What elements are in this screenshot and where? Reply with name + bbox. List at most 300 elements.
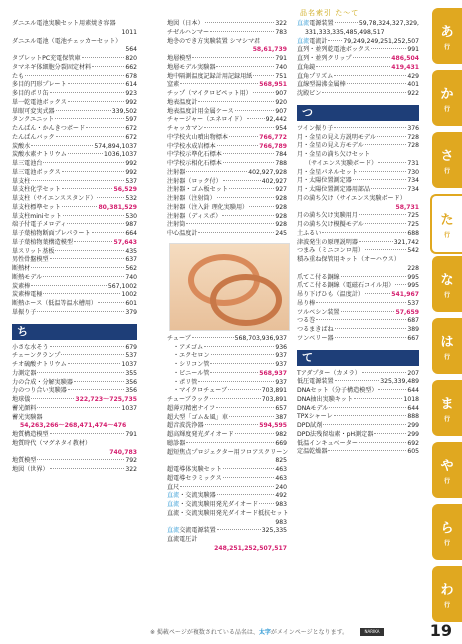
- entry-name: 地質構造模型: [12, 431, 49, 438]
- entry-pages: 662: [125, 63, 137, 71]
- index-entry: [297, 38, 419, 47]
- index-entry: [297, 195, 419, 204]
- index-entry: [167, 379, 287, 388]
- entry-name: チオ硫酸ナトリウム: [12, 361, 67, 368]
- index-column-2: [167, 20, 287, 554]
- index-entry: [167, 151, 287, 160]
- kana-tab-letter: さ: [440, 149, 454, 164]
- entry-pages: 728: [407, 142, 419, 150]
- leader-dots: [68, 101, 125, 102]
- index-entry: [12, 239, 137, 248]
- entry-name: DNAモデル: [297, 404, 329, 412]
- leader-dots: [210, 31, 274, 32]
- leader-dots: [43, 276, 124, 277]
- index-entry: [167, 466, 287, 475]
- index-entry: [297, 212, 419, 221]
- entry-pages: 321,742: [393, 238, 419, 246]
- entry-pages: 937: [275, 378, 287, 386]
- leader-dots: [217, 494, 275, 495]
- entry-name: 中学校示準化石標本: [167, 151, 222, 159]
- entry-name: チェーンクランプ: [12, 352, 61, 360]
- index-entry: [12, 379, 137, 388]
- entry-pages: 601: [125, 300, 137, 307]
- index-entry: [297, 134, 419, 143]
- leader-dots: [216, 407, 274, 408]
- index-entry: [12, 90, 137, 99]
- leader-dots: [210, 372, 258, 373]
- leader-dots: [334, 127, 406, 128]
- entry-pages: 672: [125, 133, 137, 141]
- footer-note: [150, 627, 348, 636]
- kana-tab[interactable]: [432, 504, 462, 560]
- leader-dots: [222, 215, 274, 216]
- kana-tab[interactable]: [432, 566, 462, 622]
- leader-dots: [68, 153, 103, 154]
- entry-name: 多目的ポリ缶: [12, 90, 49, 97]
- kana-tab[interactable]: [432, 256, 462, 312]
- kana-tab-suffix: 行: [443, 540, 450, 547]
- entry-pages: 1002: [121, 291, 137, 299]
- index-entry: [12, 125, 137, 134]
- entry-pages: 541,967: [391, 291, 419, 298]
- leader-dots: [97, 197, 124, 198]
- entry-pages: 574,894,1037: [94, 142, 137, 150]
- entry-pages: 419,431: [391, 63, 419, 71]
- entry-pages: 402,927,928: [248, 168, 287, 176]
- index-entry: [297, 256, 419, 265]
- entry-name: 直流・交流実験用発光ダイオード: [167, 501, 259, 508]
- kana-tab-suffix: 行: [443, 168, 450, 175]
- entry-name: 注射器（注入針 理化実験用）: [167, 203, 249, 211]
- index-entry: [12, 160, 137, 169]
- entry-name: タンクユニット: [12, 116, 55, 124]
- index-entry: [167, 335, 287, 344]
- entry-name: たも: [12, 72, 25, 80]
- index-entry: [12, 46, 137, 55]
- index-entry: [167, 125, 287, 134]
- index-entry: [167, 20, 287, 29]
- leader-dots: [365, 144, 407, 145]
- leader-dots: [228, 389, 261, 390]
- leader-dots: [359, 442, 406, 443]
- entry-name: 月・金星の見え方モデル: [297, 142, 364, 150]
- entry-pages: 995: [407, 282, 419, 290]
- entry-pages: 669: [275, 439, 287, 447]
- entry-name: 単一乾電池ボックス: [12, 98, 67, 106]
- footer-note-text-1: ※ 掲載ページが複数されている品名は、: [150, 629, 259, 636]
- entry-pages: 825: [275, 457, 287, 465]
- entry-pages: 463: [275, 474, 287, 482]
- leader-dots: [395, 284, 406, 285]
- index-entry: [167, 46, 287, 55]
- index-entry: [12, 274, 137, 283]
- index-entry: [167, 422, 287, 431]
- entry-pages: 322: [125, 466, 137, 473]
- entry-name: 爪てこ付る銅線（電磁石コイル用）: [297, 282, 395, 290]
- entry-name: チューブラック: [167, 396, 210, 403]
- entry-name: 単三電池ボックス: [12, 168, 61, 176]
- leader-dots: [323, 424, 406, 425]
- index-entry: [12, 29, 137, 38]
- leader-dots: [55, 250, 124, 251]
- index-entry: [12, 221, 137, 230]
- index-entry: [167, 440, 287, 449]
- leader-dots: [31, 285, 107, 286]
- section-header-chi: ち: [12, 324, 137, 340]
- section-header-tsu: つ: [297, 105, 419, 121]
- leader-dots: [205, 424, 259, 425]
- index-entry: [167, 484, 287, 493]
- leader-dots: [335, 328, 407, 329]
- entry-name: 吊り下げひも（温度計）: [297, 291, 365, 298]
- leader-dots: [253, 92, 275, 93]
- leader-dots: [249, 206, 274, 207]
- index-entry: [167, 230, 287, 239]
- entry-pages: 928: [275, 221, 287, 229]
- entry-name: タブレットPC充電保管庫: [12, 55, 81, 62]
- entry-name: 超電導体実験セット: [167, 466, 222, 473]
- entry-pages: 1037: [121, 404, 137, 412]
- entry-pages: 614: [125, 81, 137, 89]
- entry-name: 蓄光実験器: [12, 413, 43, 421]
- entry-pages: 992: [125, 98, 137, 106]
- index-entry: [167, 449, 287, 458]
- entry-pages: 537: [125, 352, 137, 360]
- entry-pages: 325,335: [261, 527, 287, 535]
- leader-dots: [56, 136, 125, 137]
- index-entry: [12, 204, 137, 213]
- entry-pages: 791: [125, 431, 137, 438]
- entry-pages: 791: [275, 55, 287, 62]
- index-entry: [12, 440, 137, 449]
- leader-dots: [67, 223, 124, 224]
- leader-dots: [235, 110, 275, 111]
- index-entry: [297, 274, 419, 283]
- entry-name: チューブ: [167, 334, 191, 342]
- entry-pages: 766,772: [259, 133, 287, 141]
- index-entry: [167, 536, 287, 545]
- entry-pages: 672: [125, 125, 137, 132]
- leader-dots: [50, 468, 125, 469]
- entry-name: 単支柱標準セット: [12, 203, 61, 211]
- index-entry: [297, 160, 419, 169]
- leader-dots: [378, 162, 406, 163]
- entry-pages: 678: [125, 72, 137, 80]
- index-entry: [12, 213, 137, 222]
- footer-note-bold: 太字: [258, 629, 271, 636]
- index-entry: [167, 475, 287, 484]
- entry-pages: 725: [407, 212, 419, 220]
- brand-logo: NARIKA: [360, 628, 384, 636]
- index-entry: [297, 309, 419, 318]
- entry-pages: 991: [407, 46, 419, 54]
- index-entry: [167, 344, 287, 353]
- entry-name: 直列・並列乾電池ボックス: [297, 46, 371, 54]
- entry-name: 中学校火山噴出物標本: [167, 133, 228, 141]
- leader-dots: [37, 372, 124, 373]
- leader-dots: [354, 398, 403, 399]
- leader-dots: [31, 145, 93, 146]
- leader-dots: [316, 66, 390, 67]
- leader-dots: [365, 249, 406, 250]
- entry-name: 注射器（注射筒）: [167, 195, 216, 202]
- leader-dots: [359, 214, 406, 215]
- entry-pages: 734: [407, 177, 419, 185]
- entry-pages: 492: [275, 492, 287, 500]
- entry-name: 直線型湯沸金属棒: [297, 81, 346, 89]
- index-entry: [297, 405, 419, 414]
- leader-dots: [210, 363, 274, 364]
- index-entry: [167, 213, 287, 222]
- index-entry: [167, 134, 287, 143]
- entry-pages: 356: [125, 387, 137, 395]
- index-entry: [167, 29, 287, 38]
- entry-name: 月・金星パネルセット: [297, 168, 358, 176]
- entry-name: 月の満ち欠け実験用月: [297, 212, 358, 220]
- entry-name: 男性骨盤模型: [12, 256, 49, 264]
- index-entry: [167, 501, 287, 510]
- entry-name: 津波発生の原理説明器: [297, 238, 358, 246]
- leader-dots: [322, 232, 406, 233]
- entry-pages: 983: [275, 518, 287, 526]
- leader-dots: [61, 354, 124, 355]
- index-entry: [167, 186, 287, 195]
- entry-pages: 664: [125, 230, 137, 237]
- leader-dots: [198, 232, 274, 233]
- index-entry: [297, 125, 419, 134]
- entry-name: ツンベリー器: [297, 334, 334, 342]
- entry-name: チャッカマン: [167, 125, 204, 132]
- entry-name: 直流・交流実験器: [167, 492, 216, 500]
- entry-pages: 429: [407, 72, 419, 80]
- index-entry: [167, 90, 287, 99]
- kana-tab-letter: ら: [440, 521, 454, 536]
- entry-pages: 740,783: [109, 448, 137, 456]
- leader-dots: [328, 40, 342, 41]
- leader-dots: [217, 529, 261, 530]
- index-entry: [297, 448, 419, 457]
- entry-pages: 240: [275, 483, 287, 491]
- index-entry: [297, 239, 419, 248]
- leader-dots: [186, 171, 247, 172]
- entry-name: 月の満ち欠け模擬モデル: [297, 221, 364, 228]
- entry-name: 中心温度計: [167, 230, 198, 237]
- entry-pages: 784: [275, 151, 287, 159]
- entry-pages: 562: [125, 265, 137, 272]
- entry-name: つる巻: [297, 317, 316, 325]
- entry-name: 単スリット基板: [12, 247, 55, 255]
- leader-dots: [316, 319, 406, 320]
- entry-pages: 597: [125, 116, 137, 124]
- leader-dots: [186, 442, 274, 443]
- entry-name: 小さな水そう: [12, 343, 49, 351]
- entry-pages: 982: [275, 431, 287, 438]
- leader-dots: [223, 180, 261, 181]
- entry-name: 直角プリズム: [297, 72, 334, 80]
- kana-tab[interactable]: [432, 318, 462, 374]
- leader-dots: [82, 57, 125, 58]
- leader-dots: [229, 188, 274, 189]
- kana-tab[interactable]: [430, 194, 462, 254]
- entry-pages: 928: [275, 212, 287, 220]
- entry-pages: 1036,1037: [104, 151, 137, 159]
- entry-name: 月の満ち欠け（サイエンス実験ボード）: [297, 194, 406, 202]
- kana-tab[interactable]: [432, 132, 462, 188]
- entry-name: 単子葉植物葉構造模型: [12, 238, 73, 246]
- leader-dots: [341, 311, 395, 312]
- entry-pages: 59,78,324,327,329,: [358, 20, 419, 27]
- index-entry: [167, 99, 287, 108]
- entry-name: 端子付電子メロディ: [12, 221, 67, 229]
- entry-pages: 92,442: [265, 116, 287, 124]
- index-entry: [12, 151, 137, 160]
- entry-name: 窒素: [167, 81, 180, 89]
- entry-pages: 339,502: [111, 107, 137, 115]
- index-entry: [167, 38, 287, 47]
- kana-tab-suffix: 行: [443, 292, 450, 299]
- entry-pages: 820: [125, 55, 137, 62]
- index-entry: [297, 387, 419, 396]
- entry-name: 直流電圧計: [167, 536, 198, 543]
- entry-pages: 788: [275, 160, 287, 167]
- entry-pages: 542: [407, 247, 419, 255]
- entry-name: 地層モデル実験器: [167, 63, 216, 71]
- index-entry: [12, 431, 137, 440]
- leader-dots: [259, 503, 274, 504]
- leader-dots: [253, 75, 274, 76]
- entry-pages: 995: [407, 273, 419, 281]
- index-entry: [297, 396, 419, 405]
- index-entry: [297, 413, 419, 422]
- index-entry: [12, 396, 137, 405]
- entry-name: 超薄刃精密ナイフ: [167, 404, 216, 412]
- index-column-3: [297, 20, 419, 457]
- index-entry: [297, 73, 419, 82]
- entry-pages: 387: [275, 413, 287, 421]
- index-entry: [297, 169, 419, 178]
- entry-pages: 983: [275, 501, 287, 508]
- entry-name: ツイン振り子: [297, 124, 334, 132]
- index-entry: [167, 510, 287, 519]
- entry-name: 地図（世界）: [12, 466, 49, 473]
- entry-pages: 734: [407, 186, 419, 193]
- entry-name: ツルベシン装置: [297, 308, 340, 316]
- entry-pages: 463: [275, 466, 287, 473]
- entry-pages: 679: [125, 343, 137, 351]
- entry-pages: 530: [125, 212, 137, 220]
- kana-tab-letter: や: [440, 459, 454, 474]
- entry-name: 力の合成・分解実験器: [12, 378, 73, 386]
- entry-name: 直流電流計: [297, 37, 328, 45]
- entry-pages: 1037: [121, 361, 137, 368]
- entry-pages: 594,595: [259, 422, 287, 430]
- entry-name: 断熱モデル: [12, 273, 43, 281]
- entry-pages: 379: [125, 308, 137, 316]
- leader-dots: [56, 110, 111, 111]
- leader-dots: [98, 302, 124, 303]
- index-entry: [12, 248, 137, 257]
- index-entry: [167, 116, 287, 125]
- index-entry: [297, 230, 419, 239]
- entry-pages: 644: [407, 404, 419, 412]
- leader-dots: [223, 477, 275, 478]
- leader-dots: [328, 450, 406, 451]
- entry-pages: 356: [125, 378, 137, 386]
- kana-tab[interactable]: [432, 442, 462, 498]
- leader-dots: [377, 136, 406, 137]
- entry-name: 炭素棒電極: [12, 291, 43, 299]
- entry-pages: 207: [407, 369, 419, 377]
- tube-product-image: [169, 243, 290, 331]
- index-entry: [297, 291, 419, 300]
- entry-name: 蓄光顔料: [12, 404, 37, 412]
- entry-name: 直尺: [167, 483, 180, 491]
- entry-name: 力のつり合い実験器: [12, 387, 67, 395]
- entry-pages: 58,61,739: [252, 46, 287, 54]
- kana-tab[interactable]: [432, 380, 462, 436]
- entry-pages: 389: [407, 326, 419, 333]
- kana-tab-letter: か: [440, 87, 454, 102]
- leader-dots: [223, 162, 275, 163]
- index-entry: [12, 344, 137, 353]
- index-entry: [297, 282, 419, 291]
- index-entry: [12, 422, 137, 431]
- index-entry: [297, 378, 419, 387]
- kana-tab[interactable]: [432, 70, 462, 126]
- entry-name: 注射器（ディスポ）: [167, 212, 222, 220]
- entry-pages: 228: [407, 264, 419, 272]
- entry-pages: 920: [275, 98, 287, 106]
- index-entry: [297, 64, 419, 73]
- entry-name: 直流電源装置: [297, 20, 334, 27]
- leader-dots: [205, 22, 275, 23]
- entry-pages: 667: [407, 334, 419, 342]
- entry-pages: 688: [407, 229, 419, 237]
- kana-tab-letter: わ: [440, 583, 454, 598]
- leader-dots: [229, 136, 258, 137]
- kana-tab-suffix: 行: [443, 478, 450, 485]
- entry-pages: 922: [407, 90, 419, 97]
- entry-name: 単子葉植物断面プレパラート: [12, 230, 91, 237]
- entry-name: 超短焦点プロジェクター用フロアスクリーン: [167, 448, 289, 456]
- index-entry: [12, 195, 137, 204]
- leader-dots: [322, 92, 406, 93]
- entry-name: 超高輝度発光ダイオード: [167, 431, 234, 438]
- index-entry: [167, 396, 287, 405]
- entry-name: 沈殿ビン: [297, 90, 322, 97]
- index-entry: [297, 326, 419, 335]
- entry-pages: 783: [275, 28, 287, 36]
- index-entry: [12, 81, 137, 90]
- entry-name: 直角鏡: [297, 63, 316, 71]
- leader-dots: [68, 83, 125, 84]
- leader-dots: [211, 354, 275, 355]
- index-entry: [297, 247, 419, 256]
- entry-name: 地図（日本）: [167, 20, 204, 27]
- kana-tab[interactable]: [432, 8, 462, 64]
- index-entry: [297, 221, 419, 230]
- entry-name: 地球儀: [12, 396, 31, 403]
- entry-name: 聴診器: [167, 439, 186, 447]
- index-entry: [297, 177, 419, 186]
- kana-tab-suffix: 行: [443, 602, 450, 609]
- entry-name: 力測定器: [12, 369, 37, 377]
- leader-dots: [329, 407, 406, 408]
- leader-dots: [74, 381, 124, 382]
- entry-name: DPD試剤: [297, 422, 323, 429]
- leader-dots: [204, 127, 274, 128]
- entry-pages: 907: [275, 107, 287, 115]
